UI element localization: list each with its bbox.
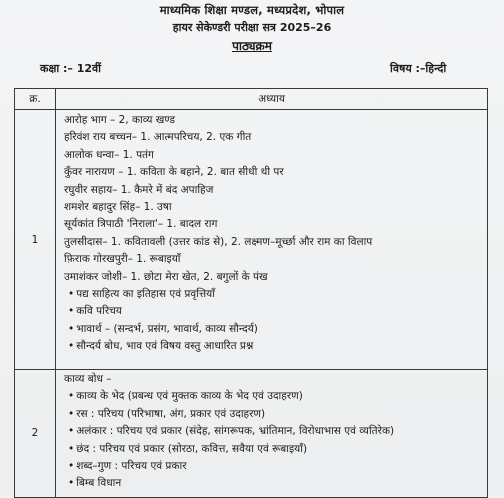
exam-session: हायर सेकेण्डरी परीक्षा सत्र 2025–26 [172, 21, 332, 34]
bullet-item: • भावार्थ – (सन्दर्भ, प्रसंग, भावार्थ, काव्य सौन्दर्य) [64, 321, 481, 338]
syllabus-table [14, 88, 488, 498]
row-serial: 1 [15, 110, 56, 370]
board-name: माध्यमिक शिक्षा मण्डल, मध्यप्रदेश, भोपाल [159, 3, 345, 17]
subject-label: विषय :–हिन्दी [390, 62, 447, 75]
class-label: कक्षा :– 12वीं [40, 62, 102, 75]
bullet-item: • शब्द–गुण : परिचय एवं प्रकार [64, 458, 481, 475]
bullet-item: • छंद : परिचय एवं प्रकार (सोरठा, कवित्त, सवैया एवं रूबाइयाँ) [64, 441, 481, 458]
list-item: काव्य बोध – [64, 373, 112, 385]
page-title: पाठ्यक्रम [232, 39, 272, 53]
list-item: उमाशंकर जोशी– 1. छोटा मेरा खेत, 2. बगुलों के पंख [64, 270, 268, 283]
table-header-row [15, 89, 488, 110]
list-item: आलोक धन्वा– 1. पतंग [64, 148, 154, 161]
row-content [56, 370, 488, 498]
bullet-item: • बिम्ब विधान [64, 475, 481, 492]
list-item: रघुवीर सहाय– 1. कैमरे में बंद अपाहिज [64, 183, 214, 196]
row-content [56, 110, 488, 370]
bullet-item: • रस : परिचय (परिभाषा, अंग, प्रकार एवं उदाहरण) [64, 406, 481, 423]
list-item: फ़िराक गोरखपुरी– 1. रूबाइयाँ [64, 253, 181, 266]
table-row [15, 370, 488, 498]
header-serial: क्र. [15, 89, 56, 110]
row-serial: 2 [15, 370, 56, 498]
bullet-item: • काव्य के भेद (प्रबन्ध एवं मुक्तक काव्य के भेद एवं उदाहरण) [64, 388, 481, 405]
list-item: तुलसीदास– 1. कवितावली (उत्तर कांड से), 2. लक्ष्मण–मूर्च्छा और राम का विलाप [64, 235, 373, 248]
header-chapter: अध्याय [56, 89, 488, 110]
list-item: हरिवंश राय बच्चन– 1. आत्मपरिचय, 2. एक गीत [64, 131, 252, 144]
bullet-item: • सौन्दर्य बोध, भाव एवं विषय वस्तु आधारित प्रश्न [64, 338, 481, 355]
bullet-item: • अलंकार : परिचय एवं प्रकार (संदेह, सांगरूपक, भ्रांतिमान, विरोधाभास एवं व्यतिरेक) [64, 423, 481, 440]
bullet-item: • कवि परिचय [64, 303, 481, 320]
bullet-item: • पद्य साहित्य का इतिहास एवं प्रवृत्तियाँ [64, 286, 481, 303]
table-row [15, 110, 488, 370]
list-item: शमशेर बहादुर सिंह– 1. उषा [64, 200, 172, 213]
list-item: कुँवर नारायण – 1. कविता के बहाने, 2. बात सीधी थी पर [64, 166, 284, 179]
list-item: सूर्यकांत त्रिपाठी 'निराला'– 1. बादल राग [64, 218, 218, 231]
list-item: आरोह भाग – 2, काव्य खण्ड [64, 114, 175, 126]
